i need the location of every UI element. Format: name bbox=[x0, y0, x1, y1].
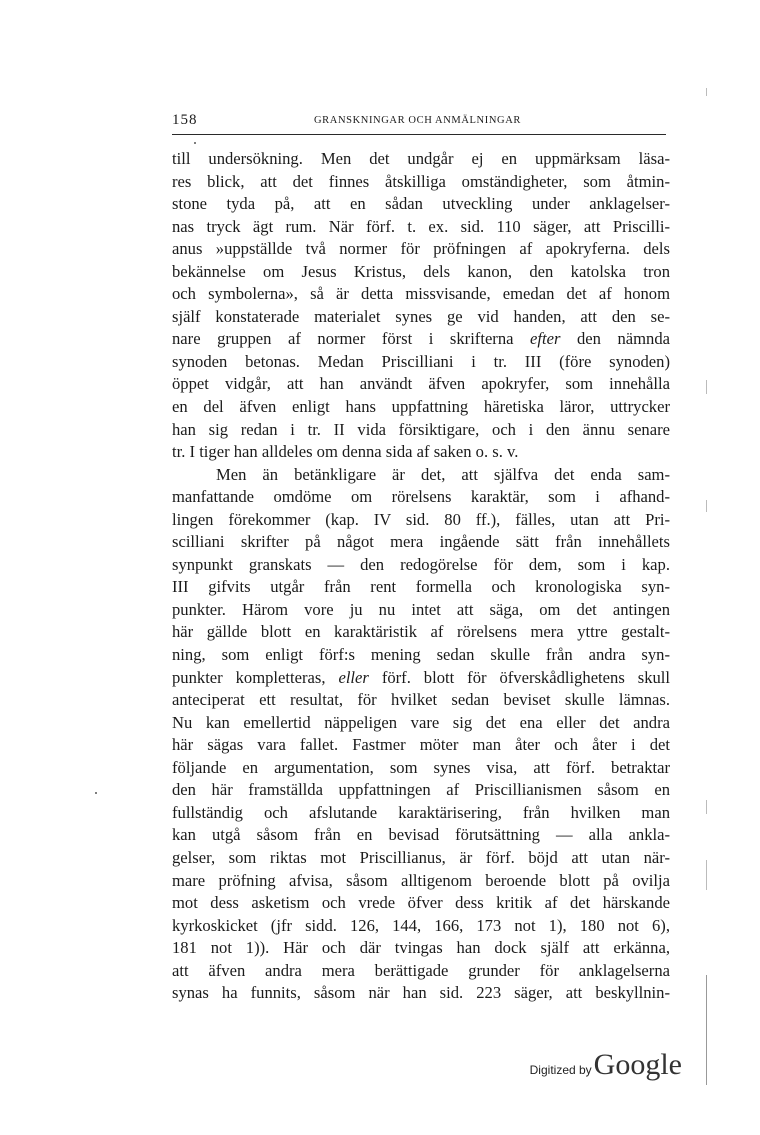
scan-edge-mark bbox=[706, 88, 707, 96]
text-line: synas ha funnits, såsom när han sid. 223 säger, att beskyllnin- bbox=[172, 983, 670, 1003]
text-line: och symbolerna», så är detta missvisande, emedan det af honom bbox=[172, 284, 670, 304]
scan-edge-mark bbox=[706, 500, 707, 512]
text-line: III gifvits utgår från rent formella och kronologiska syn- bbox=[172, 577, 670, 597]
text-line-mixed bbox=[172, 667, 670, 690]
text-line: mare pröfning afvisa, såsom alltigenom beroende blott på ovilja bbox=[172, 870, 670, 890]
scan-edge-mark bbox=[706, 800, 707, 814]
scan-edge-mark bbox=[706, 860, 707, 890]
text-line: mot dess asketism och vrede öfver dess kritik af det härskande bbox=[172, 893, 670, 913]
text-line: nas tryck ägt rum. När förf. t. ex. sid. 110 säger, att Priscilli- bbox=[172, 216, 670, 236]
text-line: synpunkt granskats — den redogörelse för dem, som i kap. bbox=[172, 554, 670, 574]
text-line: manfattande omdöme om rörelsens karaktär, som i afhand- bbox=[172, 487, 670, 507]
header-rule bbox=[172, 134, 666, 135]
body-text bbox=[172, 148, 670, 1005]
text-line: tr. I tiger han alldeles om denna sida af saken o. s. v. bbox=[172, 442, 519, 462]
text-line: kyrkoskicket (jfr sidd. 126, 144, 166, 173 not 1), 180 not 6), bbox=[172, 915, 670, 935]
text-line: själf konstaterade materialet synes ge vid handen, att den se- bbox=[172, 306, 670, 326]
text-segment: punkter kompletteras, bbox=[172, 667, 326, 687]
text-line: stone tyda på, att en sådan utveckling under anklagelser- bbox=[172, 194, 670, 214]
text-segment: nare gruppen af normer först i skrifterna bbox=[172, 329, 514, 349]
text-line: den här framställda uppfattningen af Priscillianismen såsom en bbox=[172, 780, 670, 800]
page-number: 158 bbox=[172, 112, 198, 128]
text-line: till undersökning. Men det undgår ej en uppmärksam läsa- bbox=[172, 149, 670, 168]
text-line-mixed bbox=[172, 328, 670, 351]
text-line: att äfven andra mera berättigade grunder för anklagelserna bbox=[172, 960, 670, 980]
watermark-logo-text: Google bbox=[593, 1048, 682, 1081]
text-line: här gällde blott en karaktäristik af rörelsens mera yttre gestalt- bbox=[172, 622, 670, 642]
running-head: GRANSKNINGAR OCH ANMÄLNINGAR bbox=[314, 115, 521, 126]
text-line: här sägas vara fallet. Fastmer möter man åter och åter i det bbox=[172, 735, 670, 755]
text-segment: den nämnda bbox=[576, 329, 670, 349]
text-line: punkter. Härom vore ju nu intet att säga, om det antingen bbox=[172, 599, 670, 619]
text-line: anteciperat ett resultat, för hvilket sedan beviset skulle lämnas. bbox=[172, 690, 670, 710]
italic-word: efter bbox=[530, 329, 561, 349]
text-line: fullständig och afslutande karaktärisering, från hvilken man bbox=[172, 802, 670, 822]
text-segment: förf. blott för öfverskådlighetens skull bbox=[381, 667, 671, 687]
text-line: anus »uppställde två normer för pröfningen af apokryferna. dels bbox=[172, 239, 670, 259]
italic-word: eller bbox=[338, 667, 369, 687]
text-line: ning, som enligt förf:s mening sedan skulle från andra syn- bbox=[172, 645, 670, 665]
text-line: synoden betonas. Medan Priscilliani i tr. III (före synoden) bbox=[172, 351, 670, 371]
text-line: öppet vidgår, att han användt äfven apokryfer, som innehålla bbox=[172, 374, 670, 394]
text-line: lingen förekommer (kap. IV sid. 80 ff.), fälles, utan att Pri- bbox=[172, 509, 670, 529]
text-line: en del äfven enligt hans uppfattning häretiska läror, uttrycker bbox=[172, 397, 670, 417]
text-line: 181 not 1)). Här och där tvingas han dock själf att erkänna, bbox=[172, 938, 670, 958]
text-line: kan utgå såsom från en bevisad förutsättning — alla ankla- bbox=[172, 825, 670, 845]
scan-edge-mark bbox=[706, 380, 707, 394]
scan-speck bbox=[95, 792, 97, 794]
google-watermark bbox=[530, 1048, 682, 1082]
scan-edge-mark bbox=[706, 975, 707, 1085]
text-line: bekännelse om Jesus Kristus, dels kanon, den katolska tron bbox=[172, 261, 670, 281]
paragraph-start-line: Men än betänkligare är det, att själfva det enda sam- bbox=[216, 464, 670, 484]
text-line: Nu kan emellertid näppeligen vare sig det ena eller det andra bbox=[172, 712, 670, 732]
watermark-small-text: Digitized by bbox=[529, 1063, 592, 1077]
text-line: gelser, som riktas mot Priscillianus, är förf. böjd att utan när- bbox=[172, 847, 670, 867]
page-header bbox=[172, 112, 668, 132]
text-line: följande en argumentation, som synes visa, att förf. betraktar bbox=[172, 757, 670, 777]
scan-speck bbox=[194, 142, 196, 144]
text-line: han sig redan i tr. II vida försiktigare, och i den ännu senare bbox=[172, 419, 670, 439]
text-line: res blick, att det finnes åtskilliga omständigheter, som åtmin- bbox=[172, 171, 670, 191]
text-line: scilliani skrifter på något mera ingående sätt från innehållets bbox=[172, 532, 670, 552]
